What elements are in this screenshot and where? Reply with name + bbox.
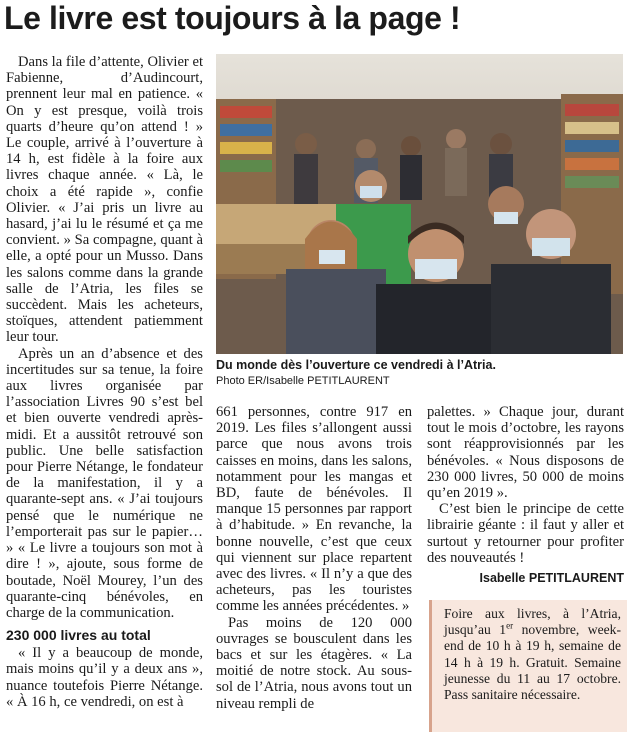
- paragraph: C’est bien le principe de cette librairie géante : il faut y aller et surtout y retourner pour profiter des nouveautés !: [427, 501, 624, 566]
- info-text: novembre, week-end de 10 h à 19 h, semaine de 14 h à 19 h. Gratuit. Semaine jeunesse du 11 au 17 octobre. Pass sanitaire nécessaire.: [444, 622, 621, 703]
- headline: Le livre est toujours à la page !: [4, 0, 461, 36]
- article-column-2: [216, 404, 412, 712]
- paragraph: Après un an d’absence et des incertitudes sur sa tenue, la foire aux livres organisée par l’association Livres 90 s’est bel et bien ouverte vendredi après-midi. Et a aussitôt retrouvé son public. Une belle satisfaction pour Pierre Nétange, le fondateur de la manifestation, il y a quarante-sept ans. « J’ai toujours pensé que le numérique ne l’emporterait pas sur le papier… » « Le livre a toujours son mot à dire ! », ajoute, sous forme de boutade, Noël Mourey, l’un des quarante-cinq bénévoles, en charge de la communication.: [6, 345, 203, 621]
- paragraph: « Il y a beaucoup de monde, mais moins qu’il y a deux ans », nuance toutefois Pierre Nétange. « À 16 h, ce vendredi, on est à: [6, 645, 203, 710]
- info-sup: er: [506, 620, 514, 631]
- subheading: 230 000 livres au total: [6, 627, 151, 644]
- photo-credit: Photo ER/Isabelle PETITLAURENT: [216, 375, 390, 387]
- article-column-3: [427, 404, 624, 586]
- crowd-photo-illustration: [216, 54, 623, 354]
- paragraph: palettes. » Chaque jour, durant tout le mois d’octobre, les rayons sont réapprovisionnés par les bénévoles. « Nous disposons de 230 000 livres, 50 000 de moins qu’en 2019 ».: [427, 404, 624, 502]
- paragraph: 661 personnes, contre 917 en 2019. Les files s’allongent aussi parce que nous avons trois caisses en moins, dans les salons, notamment pour les mangas et BD, faute de bénévoles. Il manque 15 personnes par rapport à d’habitude. » En revanche, la bonne nouvelle, c’est que ceux qui viennent sur place repartent avec des livres. « Il n’y a que des acheteurs, pas les touristes comme les années précédentes. »: [216, 404, 412, 615]
- photo-caption: Du monde dès l’ouverture ce vendredi à l’Atria.: [216, 358, 496, 372]
- paragraph: Pas moins de 120 000 ouvrages se bousculent dans les bacs et sur les étagères. « La moitié de notre stock. Au sous-sol de l’Atria, nous avons tout un niveau rempli de: [216, 614, 412, 712]
- info-text: Foire aux livres, à l’Atria, jusqu’au 1: [444, 606, 621, 638]
- info-box: [429, 600, 627, 732]
- crowd-photo: [216, 54, 623, 354]
- paragraph: Dans la file d’attente, Olivier et Fabienne, d’Audincourt, prennent leur mal en patience. « On y est presque, voilà trois quarts d’heure qu’on attend ! » Le couple, arrivé à l’ouverture à 14 h, est fidèle à la foire aux livres chaque année. « Là, le choix a été rapide », confie Olivier. « J’ai pris un livre au hasard, j’ai lu le résumé et ça me convient. » Sa compagne, quant à elle, a opté pour un Musso. Dans les salons comme dans la grande salle de l’Atria, les files se succèdent. Mais les acheteurs, stoïques, attendent patiemment leur tour.: [6, 54, 203, 346]
- author-signature: Isabelle PETITLAURENT: [479, 571, 624, 586]
- article-column-1: [6, 54, 203, 710]
